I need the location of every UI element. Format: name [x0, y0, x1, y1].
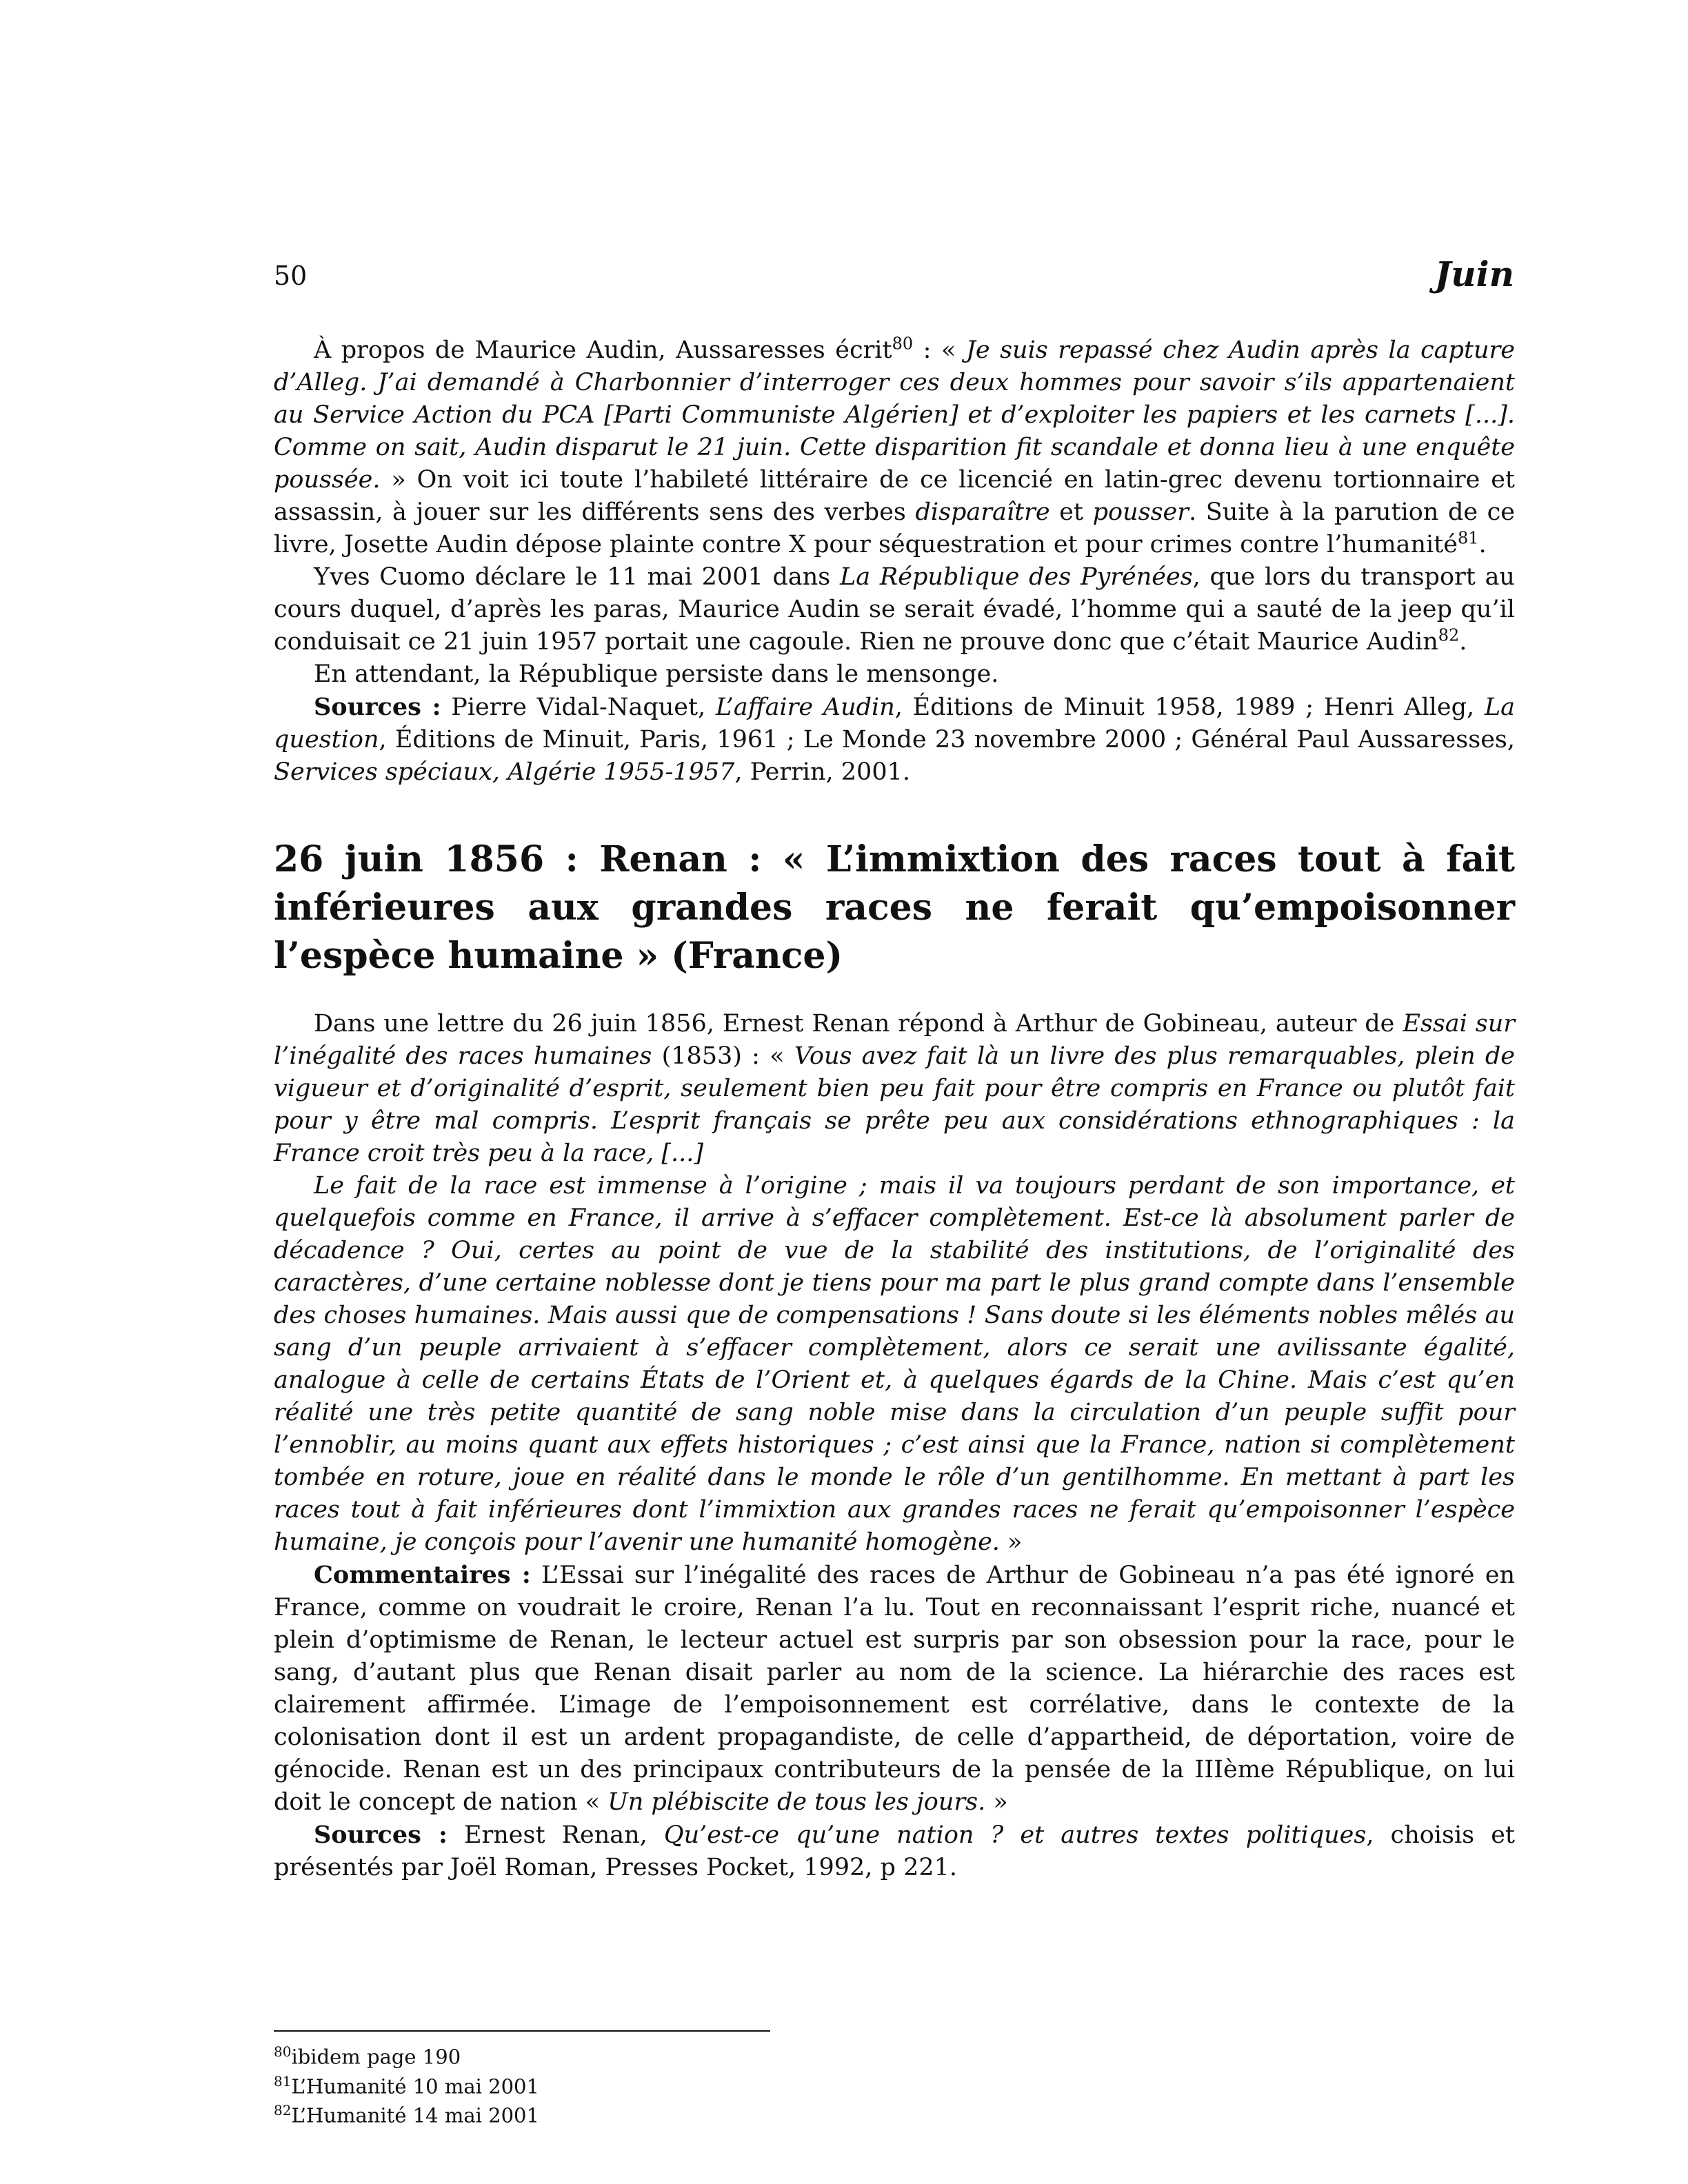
footnote-ref[interactable]: 82 — [1438, 625, 1460, 645]
paragraph: À propos de Maurice Audin, Aussaresses écrit$^{80}$ : « Je suis repassé chez Audin après la capture d’Alleg. J’ai demandé à Charbonnier d’interroger ces deux hommes pour savoir s’ils appartenaient au Service Action du PCA [Parti Communiste Algérien] et d’exploiter les papiers et les carnets [...]. Comme on sait, Audin disparut le 21 juin. Cette disparition fit scandale et donna lieu à une enquête poussée. » On voit ici toute l’habileté littéraire de ce licencié en latin-grec devenu tortionnaire et assassin, à jouer sur les différents sens des verbes disparaître et pousser. Suite à la parution de ce livre, Josette Audin dépose plainte contre X pour séquestration et pour crimes contre l’humanité$^{81}$. — [274, 334, 1515, 558]
sources: Sources : Pierre Vidal-Naquet, L’affaire Audin, Éditions de Minuit 1958, 1989 ; Henri Alleg, La question, Éditions de Minuit, Paris, 1961 ; Le Monde 23 novembre 2000 ; Général Paul Aussaresses, Services spéciaux, Algérie 1955-1957, Perrin, 2001. — [274, 693, 1515, 786]
commentary: Commentaires : L’Essai sur l’inégalité des races de Arthur de Gobineau n’a pas été ignoré en France, comme on voudrait le croire, Renan l’a lu. Tout en reconnaissant l’esprit riche, nuancé et plein d’optimisme de Renan, le lecteur actuel est surpris par son obsession pour la race, pour le sang, d’autant plus que Renan disait parler au nom de la science. La hiérarchie des races est clairement affirmée. L’image de l’empoisonnement est corrélative, dans le contexte de la colonisation dont il est un ardent propagandiste, de celle d’appartheid, de déportation, voire de génocide. Renan est un des principaux contributeurs de la pensée de la IIIème République, on lui doit le concept de nation « Un plébiscite de tous les jours. » — [274, 1561, 1515, 1816]
sources-label: Sources : — [314, 1821, 448, 1849]
footnote: $^{82}$L’Humanité 14 mai 2001 — [274, 2102, 539, 2127]
page-number: 50 — [274, 261, 308, 291]
newspaper-title: La République des Pyrénées — [840, 563, 1193, 591]
section-heading: 26 juin 1856 : Renan : « L’immixtion des races tout à fait inférieures aux grandes races ne ferait qu’empoisonner l’espèce humaine » (France) — [274, 838, 1515, 977]
quotation: Vous avez fait là un livre des plus remarquables, plein de vigueur et d’originalité d’esprit, seulement bien peu fait pour être compris en France ou plutôt fait pour y être mal compris. L’esprit français se prête peu aux considérations ethnographiques : la France croit très peu à la race, [...] — [274, 1042, 1515, 1167]
footnote-ref[interactable]: 81 — [1458, 528, 1479, 548]
paragraph: Yves Cuomo déclare le 11 mai 2001 dans La République des Pyrénées, que lors du transport au cours duquel, d’après les paras, Maurice Audin se serait évadé, l’homme qui a sauté de la jeep qu’il conduisait ce 21 juin 1957 portait une cagoule. Rien ne prouve donc que c’était Maurice Audin$^{82}$. — [274, 563, 1515, 656]
section-audin — [274, 334, 1515, 789]
footnote: $^{81}$L’Humanité 10 mai 2001 — [274, 2072, 539, 2099]
paragraph: En attendant, la République persiste dans le mensonge. — [314, 660, 999, 688]
footnotes — [274, 2030, 963, 2128]
footnote-divider — [274, 2030, 770, 2032]
running-title: Juin — [1434, 254, 1514, 294]
quotation: Le fait de la race est immense à l’origine ; mais il va toujours perdant de son importance, et quelquefois comme en France, il arrive à s’effacer complètement. Est-ce là absolument parler de décadence ? Oui, certes au point de vue de la stabilité des institutions, de l’originalité des caractères, d’une certaine noblesse dont je tiens pour ma part le plus grand compte dans l’ensemble des choses humaines. Mais aussi que de compensations ! Sans doute si les éléments nobles mêlés au sang d’un peuple arrivaient à s’effacer complètement, alors ce serait une avilissante égalité, analogue à celle de certains États de l’Orient et, à quelques égards de la Chine. Mais c’est qu’en réalité une très petite quantité de sang noble mise dans la circulation d’un peuple suffit pour l’ennoblir, au moins quant aux effets historiques ; c’est ainsi que la France, nation si complètement tombée en roture, joue en réalité dans le monde le rôle d’un gentilhomme. En mettant à part les races tout à fait inférieures dont l’immixtion aux grandes races ne ferait qu’empoisonner l’espèce humaine, je conçois pour l’avenir une humanité homogène. — [274, 1172, 1515, 1556]
paragraph: Dans une lettre du 26 juin 1856, Ernest Renan répond à Arthur de Gobineau, auteur de Essai sur l’inégalité des races humaines (1853) : « Vous avez fait là un livre des plus remarquables, plein de vigueur et d’originalité d’esprit, seulement bien peu fait pour être compris en France ou plutôt fait pour y être mal compris. L’esprit français se prête peu aux considérations ethnographiques : la France croit très peu à la race, [...] — [274, 1010, 1515, 1167]
commentary-label: Commentaires : — [314, 1561, 531, 1589]
quotation: Je suis repassé chez Audin après la capture d’Alleg. J’ai demandé à Charbonnier d’interroger ces deux hommes pour savoir s’ils appartenaient au Service Action du PCA [Parti Communiste Algérien] et d’exploiter les papiers et les carnets [...]. Comme on sait, Audin disparut le 21 juin. Cette disparition fit scandale et donna lieu à une enquête poussée. — [274, 336, 1515, 494]
footnote-ref[interactable]: 80 — [892, 334, 914, 354]
section-renan — [274, 1008, 1515, 1884]
book-title: Essai sur l’inégalité des races humaines — [274, 1010, 1515, 1070]
paragraph: Le fait de la race est immense à l’origine ; mais il va toujours perdant de son importance, et quelquefois comme en France, il arrive à s’effacer complètement. Est-ce là absolument parler de décadence ? Oui, certes au point de vue de la stabilité des institutions, de l’originalité des caractères, d’une certaine noblesse dont je tiens pour ma part le plus grand compte dans l’ensemble des choses humaines. Mais aussi que de compensations ! Sans doute si les éléments nobles mêlés au sang d’un peuple arrivaient à s’effacer complètement, alors ce serait une avilissante égalité, analogue à celle de certains États de l’Orient et, à quelques égards de la Chine. Mais c’est qu’en réalité une très petite quantité de sang noble mise dans la circulation d’un peuple suffit pour l’ennoblir, au moins quant aux effets historiques ; c’est ainsi que la France, nation si complètement tombée en roture, joue en réalité dans le monde le rôle d’un gentilhomme. En mettant à part les races tout à fait inférieures dont l’immixtion aux grandes races ne ferait qu’empoisonner l’espèce humaine, je conçois pour l’avenir une humanité homogène. » — [274, 1172, 1515, 1556]
sources: Sources : Ernest Renan, Qu’est-ce qu’une nation ? et autres textes politiques, choisis et présentés par Joël Roman, Presses Pocket, 1992, p 221. — [274, 1821, 1515, 1881]
footnote: $^{80}$ibidem page 190 — [274, 2043, 461, 2069]
sources-label: Sources : — [314, 693, 441, 721]
